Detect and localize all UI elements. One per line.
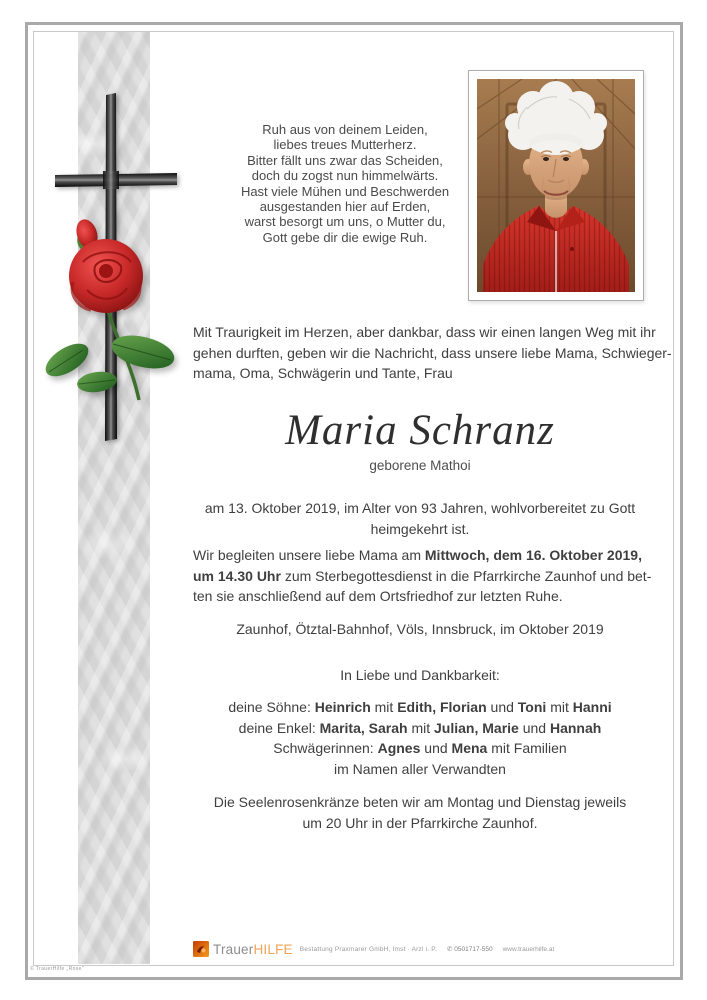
poem-line: ausgestanden hier auf Erden,	[259, 199, 431, 215]
closing-heading: In Liebe und Dankbarkeit:	[340, 667, 500, 683]
brand-name	[213, 942, 293, 957]
footer	[193, 941, 653, 957]
family-line: Schwägerinnen: Agnes und Mena mit Familien	[273, 740, 567, 756]
family-line: im Namen aller Verwandten	[334, 760, 506, 777]
intro-line: Mit Traurigkeit im Herzen, aber dankbar, dass wir einen langen Weg mit ihr	[193, 324, 656, 340]
poem-line: liebes treues Mutterherz.	[273, 137, 417, 153]
death-line: am 13. Oktober 2019, im Alter von 93 Jahren, wohlvorbereitet zu Gott	[204, 500, 636, 516]
rosary-line: Die Seelenrosenkränze beten wir am Montag und Dienstag jeweils	[213, 794, 627, 810]
funeral-line: um 14.30 Uhr zum Sterbegottesdienst in die Pfarrkirche Zaunhof und bet-	[193, 567, 652, 584]
places-line: Zaunhof, Ötztal-Bahnhof, Völs, Innsbruck, im Oktober 2019	[236, 621, 604, 637]
poem-line: Bitter fällt uns zwar das Scheiden,	[247, 152, 443, 168]
phone-number: ✆ 0501717-550	[447, 946, 493, 953]
brand-prefix: Trauer	[213, 941, 254, 957]
family-line: deine Enkel: Marita, Sarah mit Julian, Marie und Hannah	[238, 719, 602, 736]
funeral-line: Wir begleiten unsere liebe Mama am Mittwoch, dem 16. Oktober 2019,	[193, 547, 642, 563]
deceased-name: Maria Schranz	[285, 407, 555, 454]
poem-line: Gott gebe dir die ewige Ruh.	[262, 229, 428, 245]
copyright-note: © TrauerHilfe „Rose“	[30, 966, 84, 972]
trauerhilfe-logo-icon	[193, 941, 209, 957]
website-url: www.trauerhilfe.at	[502, 945, 555, 953]
funeral-details	[193, 545, 661, 607]
rosary-line: um 20 Uhr in der Pfarrkirche Zaunhof.	[302, 814, 538, 831]
death-details	[155, 498, 685, 539]
funeral-line: ten sie anschließend auf dem Ortsfriedhof zur letzten Ruhe.	[193, 588, 563, 604]
intro-line: mama, Oma, Schwägerin und Tante, Frau	[193, 365, 453, 381]
brand-suffix: HILFE	[253, 941, 293, 957]
memorial-poem	[155, 122, 535, 245]
death-line: heimgekehrt ist.	[370, 520, 470, 537]
company-info: Bestattung Praxmarer GmbH, Imst · Arzl i. P.	[299, 945, 438, 953]
intro-line: gehen durften, geben wir die Nachricht, dass unsere liebe Mama, Schwieger-	[193, 344, 672, 361]
poem-line: Hast viele Mühen und Beschwerden	[240, 183, 450, 199]
poem-line: Ruh aus von deinem Leiden,	[262, 122, 428, 137]
maiden-name: geborene Mathoi	[369, 458, 471, 473]
intro-paragraph	[193, 322, 672, 384]
family-line: deine Söhne: Heinrich mit Edith, Florian und Toni mit Hanni	[228, 699, 612, 715]
poem-line: warst besorgt um uns, o Mutter du,	[244, 214, 446, 230]
poem-line: doch du zogst nun himmelwärts.	[251, 168, 439, 184]
rosary-note	[155, 792, 685, 833]
family-list	[155, 697, 685, 779]
